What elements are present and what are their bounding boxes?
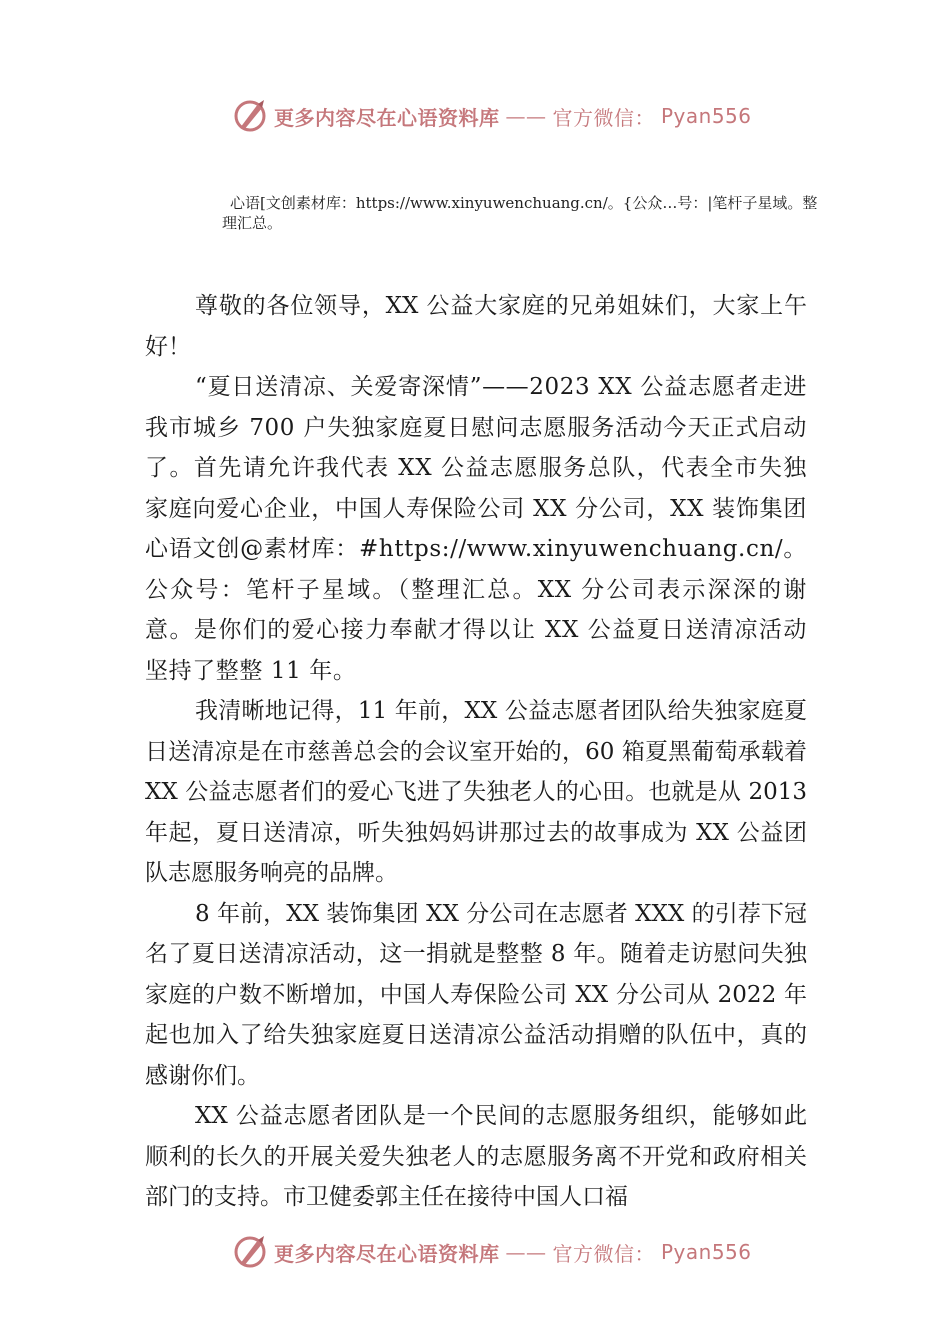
- banner-official-label: 官方微信：: [552, 105, 655, 130]
- banner-official-label: 官方微信：: [552, 1241, 655, 1266]
- banner-site-text: 更多内容尽在心语资料库: [274, 1241, 500, 1266]
- paragraph: 8 年前，XX 装饰集团 XX 分公司在志愿者 XXX 的引荐下冠名了夏日送清凉活动，这一捐就是整整 8 年。随着走访慰问失独家庭的户数不断增加，中国人寿保险公司 XX 分公司从 2022 年起也加入了给失独家庭夏日送清凉公益活动捐赠的队伍中，真的感谢你们。: [145, 900, 807, 1089]
- footer-banner: [232, 1232, 752, 1272]
- banner-account: Pyan556: [661, 104, 752, 128]
- paragraph: “夏日送清凉、关爱寄深情”——2023 XX 公益志愿者走进我市城乡 700 户失独家庭夏日慰问志愿服务活动今天正式启动了。首先请允许我代表 XX 公益志愿服务总队，代表全市失独家庭向爱心企业，中国人寿保险公司 XX 分公司，XX 装饰集团 心语文创@素材库：#https://www.xinyuwenchuang.cn/。公众号：笔杆子星域。（整理汇总。XX 分公司表示深深的谢意。是你们的爱心接力奉献才得以让 XX 公益夏日送清凉活动坚持了整整 11 年。: [145, 374, 807, 684]
- banner-account: Pyan556: [661, 1240, 752, 1264]
- paragraph: 我清晰地记得，11 年前，XX 公益志愿者团队给失独家庭夏日送清凉是在市慈善总会的会议室开始的，60 箱夏黑葡萄承载着 XX 公益志愿者们的爱心飞进了失独老人的心田。也就是从 2013 年起，夏日送清凉，听失独妈妈讲那过去的故事成为 XX 公益团队志愿服务响亮的品牌。: [145, 698, 807, 886]
- banner-dash: ——: [505, 1240, 547, 1264]
- banner-dash: ——: [505, 104, 547, 128]
- header-banner: [232, 96, 752, 136]
- paragraph: 尊敬的各位领导，XX 公益大家庭的兄弟姐妹们，大家上午好！: [145, 293, 807, 360]
- banner-site-text: 更多内容尽在心语资料库: [274, 105, 500, 130]
- paragraph: XX 公益志愿者团队是一个民间的志愿服务组织，能够如此顺利的长久的开展关爱失独老人的志愿服务离不开党和政府相关部门的支持。市卫健委郭主任在接待中国人口福: [145, 1103, 807, 1210]
- source-note: 心语[文创素材库：https://www.xinyuwenchuang.cn/。{公众…号：|笔杆子星域。整理汇总。: [222, 194, 818, 232]
- quill-pen-logo-icon: [232, 1234, 268, 1270]
- quill-pen-logo-icon: [232, 98, 268, 134]
- document-body: [145, 286, 807, 1218]
